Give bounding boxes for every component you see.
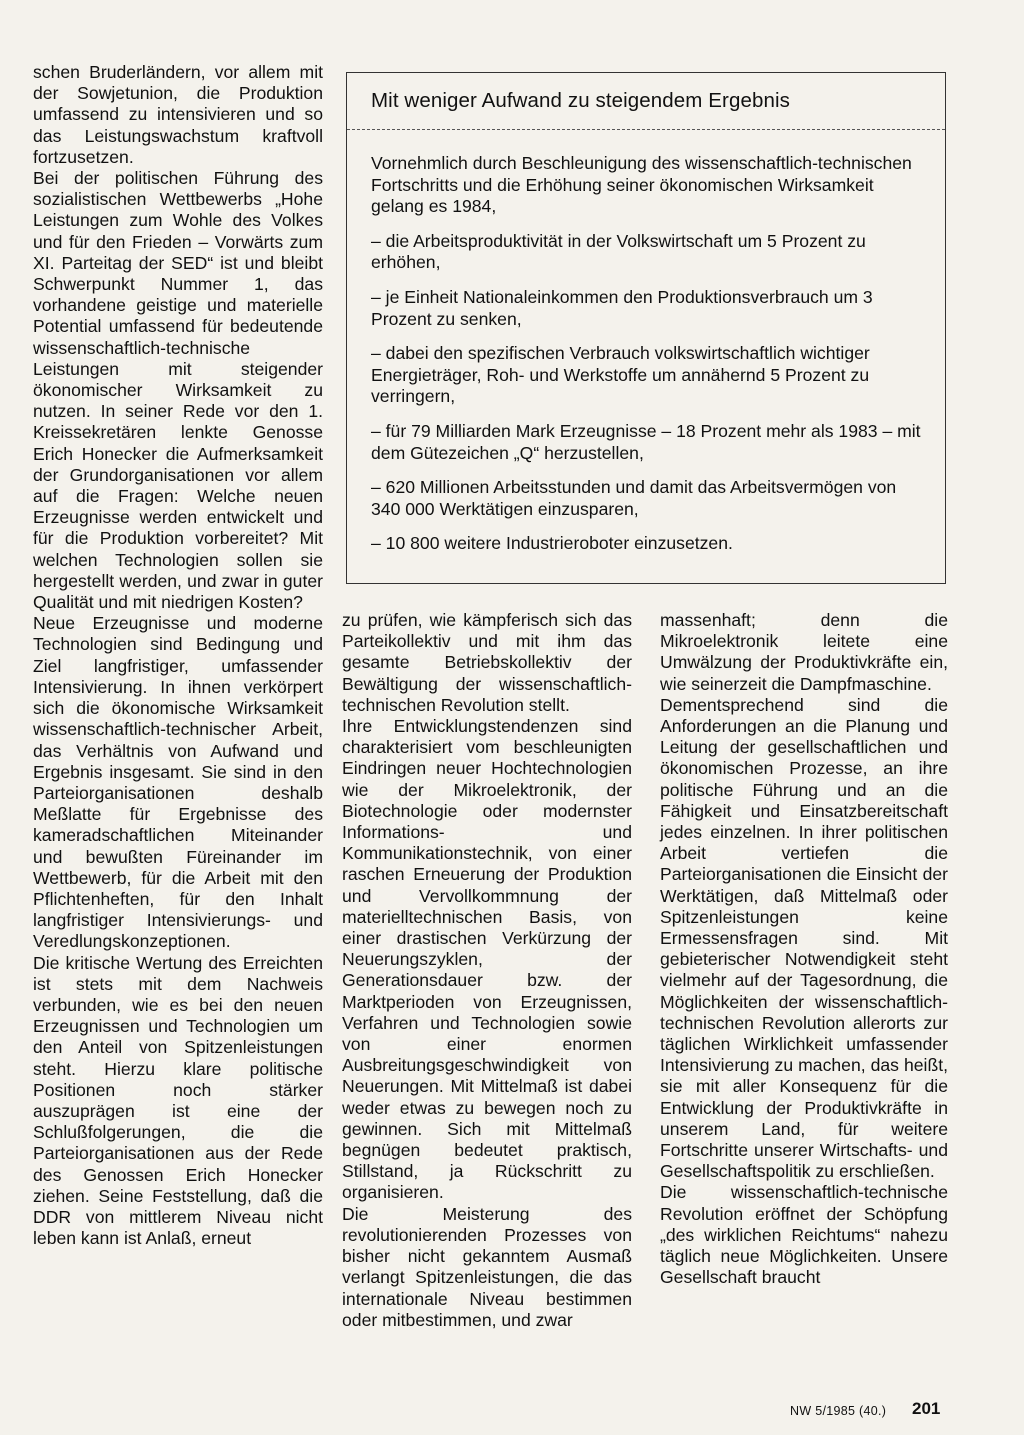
box-list-item: – für 79 Milliarden Mark Erzeugnisse – 18 Prozent mehr als 1983 – mit dem Gütezeichen „Q“ herzustellen, — [371, 420, 921, 463]
box-body — [371, 153, 927, 568]
box-intro: Vornehmlich durch Beschleunigung des wissenschaftlich-technischen Fortschritts und die Erhöhung seiner ökonomischen Wirksamkeit gelang es 1984, — [371, 153, 912, 217]
box-title: Mit weniger Aufwand zu steigendem Ergebnis — [371, 89, 790, 112]
paragraph: massenhaft; denn die Mikroelektronik leitete eine Umwälzung der Produktivkräfte ein, wie seinerzeit die Dampfmaschine. — [660, 610, 948, 694]
article-column-1 — [33, 62, 323, 1249]
paragraph: Die Meisterung des revolutionierenden Prozesses von bisher nicht gekanntem Ausmaß verlangt Spitzenleistungen, die das internationale Niveau bestimmen oder mitbestimmen, und zwar — [342, 1203, 632, 1330]
paragraph: Neue Erzeugnisse und moderne Technologien sind Bedingung und Ziel langfristiger, umfassender Intensivierung. In ihnen verkörpert sich die ökonomische Wirksamkeit wissenschaftlich-technischer Arbeit, das Verhältnis von Aufwand und Ergebnis insgesamt. Sie sind in den Parteiorganisationen deshalb Meßlatte für Ergebnisse des kameradschaftlichen Miteinander und bewußten Füreinander im Wettbewerb, für die Arbeit mit den Pflichtenheften, für den Inhalt langfristiger Intensivierungs- und Veredlungskonzeptionen. — [33, 613, 323, 952]
paragraph: Dementsprechend sind die Anforderungen an die Planung und Leitung der gesellschaftlichen und ökonomischen Prozesse, an ihre politische Führung und an die Fähigkeit und Einsatzbereitschaft jedes einzelnen. In ihrer politischen Arbeit vertiefen die Parteiorganisationen die Einsicht der Werktätigen, daß Mittelmaß oder Spitzenleistungen keine Ermessensfragen sind. Mit gebieterischer Notwendigkeit steht vielmehr auf der Tagesordnung, die Möglichkeiten der wissenschaftlich-technischen Revolution allerorts zur täglichen Wirklichkeit umfassender Intensivierung zu machen, das heißt, sie mit aller Konsequenz für die Entwicklung der Produktivkräfte in unserem Land, für weitere Fortschritte unserer Wirtschafts- und Gesellschaftspolitik zu erschließen. — [660, 694, 948, 1182]
page-number: 201 — [912, 1399, 941, 1418]
paragraph: Die kritische Wertung des Erreichten ist stets mit dem Nachweis verbunden, wie es bei den neuen Erzeugnissen und Technologien um den Anteil von Spitzenleistungen steht. Hierzu klare politische Positionen noch stärker auszuprägen ist eine der Schlußfolgerungen, die die Parteiorganisationen aus der Rede des Genossen Erich Honecker ziehen. Seine Feststellung, daß die DDR von mittlerem Niveau nicht leben kann ist Anlaß, erneut — [33, 952, 323, 1249]
box-list-item: – 620 Millionen Arbeitsstunden und damit das Arbeitsvermögen von 340 000 Werktätigen einzusparen, — [371, 477, 897, 519]
source-reference: NW 5/1985 (40.) — [790, 1404, 887, 1418]
box-list-item: – je Einheit Nationaleinkommen den Produktionsverbrauch um 3 Prozent zu senken, — [371, 286, 873, 329]
article-column-3 — [660, 610, 948, 1289]
paragraph: Ihre Entwicklungstendenzen sind charakterisiert vom beschleunigten Eindringen neuer Hochtechnologien wie der Mikroelektronik, der Biotechnologie oder modernster Informations- und Kommunikationstechnik, von einer raschen Erneuerung der Produktion und Vervollkommnung der materielltechnischen Basis, von einer drastischen Verkürzung der Neuerungszyklen, der Generationsdauer bzw. der Marktperioden von Erzeugnissen, Verfahren und Technologien sowie von einer enormen Ausbreitungsgeschwindigkeit von Neuerungen. Mit Mittelmaß ist dabei weder etwas zu bewegen noch zu gewinnen. Sich mit Mittelmaß begnügen bedeutet praktisch, Stillstand, ja Rückschritt zu organisieren. — [342, 716, 632, 1203]
paragraph: schen Bruderländern, vor allem mit der Sowjetunion, die Produktion umfassend zu intensivieren und so das Leistungswachstum kraftvoll fortzusetzen. — [33, 62, 323, 167]
box-list-item: – die Arbeitsproduktivität in der Volkswirtschaft um 5 Prozent zu erhöhen, — [371, 230, 866, 273]
box-divider — [347, 129, 945, 130]
paragraph: zu prüfen, wie kämpferisch sich das Parteikollektiv und mit ihm das gesamte Betriebskollektiv der Bewältigung der wissenschaftlich-technischen Revolution stellt. — [342, 610, 632, 715]
box-list-item: – dabei den spezifischen Verbrauch volkswirtschaftlich wichtiger Energieträger, Roh- und Werkstoffe um annähernd 5 Prozent zu verringern, — [371, 343, 870, 407]
box-list-item: – 10 800 weitere Industrieroboter einzusetzen. — [371, 533, 733, 554]
paragraph: Die wissenschaftlich-technische Revolution eröffnet der Schöpfung „des wirklichen Reichtums“ nahezu täglich neue Möglichkeiten. Unsere Gesellschaft braucht — [660, 1182, 948, 1288]
article-column-2 — [342, 610, 632, 1331]
paragraph: Bei der politischen Führung des sozialistischen Wettbewerbs „Hohe Leistungen zum Wohle des Volkes und für den Frieden – Vorwärts zum XI. Parteitag der SED“ ist und bleibt Schwerpunkt Nummer 1, das vorhandene geistige und materielle Potential umfassend für bedeutende wissenschaftlich-technische Leistungen mit steigender ökonomischer Wirksamkeit zu nutzen. In seiner Rede vor den 1. Kreissekretären lenkte Genosse Erich Honecker die Aufmerksamkeit der Grundorganisationen vor allem auf die Fragen: Welche neuen Erzeugnisse werden entwickelt und für die Produktion vorbereitet? Mit welchen Technologien sollen sie hergestellt werden, und zwar in guter Qualität und mit niedrigen Kosten? — [33, 168, 323, 613]
highlight-box — [346, 72, 946, 584]
